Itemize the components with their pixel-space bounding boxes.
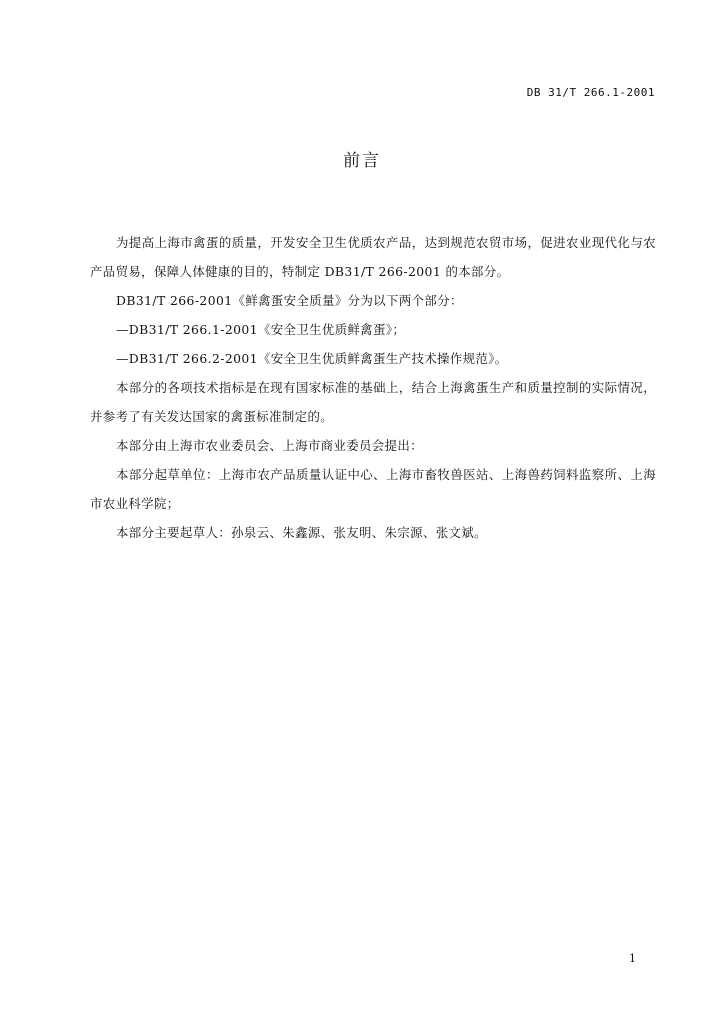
paragraph-proposer: 本部分由上海市农业委员会、上海市商业委员会提出： xyxy=(116,438,423,453)
foreword-body xyxy=(90,228,656,547)
document-code: DB 31/T 266.1-2001 xyxy=(526,86,655,99)
paragraph-drafting-units: 本部分起草单位：上海市农产品质量认证中心、上海市畜牧兽医站、上海兽药饲料监察所、上海市农业科学院； xyxy=(90,467,656,511)
paragraph-drafters: 本部分主要起草人：孙泉云、朱鑫源、张友明、朱宗源、张文斌。 xyxy=(116,525,487,540)
paragraph-parts-intro: DB31/T 266-2001《鲜禽蛋安全质量》分为以下两个部分： xyxy=(116,293,463,308)
paragraph-purpose: 为提高上海市禽蛋的质量，开发安全卫生优质农产品，达到规范农贸市场，促进农业现代化与农产品贸易，保障人体健康的目的，特制定 DB31/T 266-2001 的本部分。 xyxy=(90,235,656,279)
paragraph-part-1: —DB31/T 266.1-2001《安全卫生优质鲜禽蛋》； xyxy=(116,322,406,337)
paragraph-part-2: —DB31/T 266.2-2001《安全卫生优质鲜禽蛋生产技术操作规范》。 xyxy=(116,351,508,366)
page-number: 1 xyxy=(629,952,636,965)
paragraph-technical-basis: 本部分的各项技术指标是在现有国家标准的基础上，结合上海禽蛋生产和质量控制的实际情况，并参考了有关发达国家的禽蛋标准制定的。 xyxy=(90,380,656,424)
page-title: 前言 xyxy=(343,151,381,171)
